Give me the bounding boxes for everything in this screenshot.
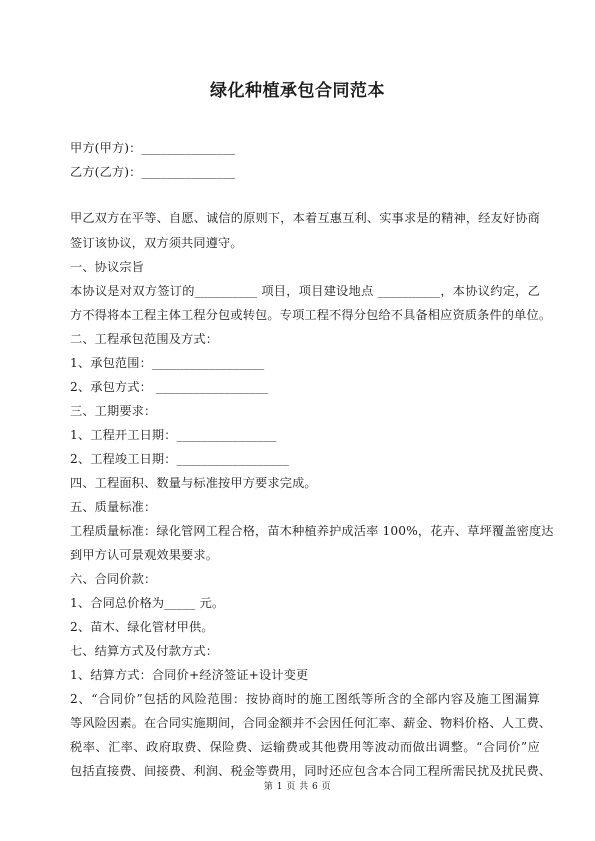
paragraph-line: 甲乙双方在平等、自愿、诚信的原则下，本着互惠互利、实事求是的精神，经友好协商: [70, 211, 540, 225]
paragraph-line: 1、合同总价格为_____ 元。: [70, 596, 225, 610]
section-heading: 一、协议宗旨: [70, 260, 145, 274]
paragraph-line: 到甲方认可景观效果要求。: [70, 548, 219, 562]
paragraph-line: 本协议是对双方签订的__________ 项目，项目建设地点 __________，本协议约定，乙: [70, 284, 540, 298]
section-heading: 五、质量标准：: [70, 500, 157, 514]
party-b-line: 乙方(乙方)：_______________: [70, 165, 236, 179]
paragraph-line: 税率、汇率、政府取费、保险费、运输费或其他费用等波动而做出调整。“合同价”应: [70, 740, 540, 754]
paragraph-line: 等风险因素。在合同实施期间，合同金额并不会因任何汇率、薪金、物料价格、人工费、: [70, 716, 552, 730]
section-heading: 二、工程承包范围及方式：: [70, 332, 219, 346]
paragraph-line: 2、“合同价”包括的风险范围：按协商时的施工图纸等所含的全部内容及施工图漏算: [70, 692, 540, 706]
paragraph-line: 2、承包方式： __________________: [70, 380, 269, 394]
paragraph-line: 方不得将本工程主体工程分包或转包。专项工程不得分包给不具备相应资质条件的单位。: [70, 308, 552, 322]
paragraph-line: 1、工程开工日期：________________: [70, 428, 277, 442]
section-heading: 三、工期要求：: [70, 404, 157, 418]
paragraph-line: 2、工程竣工日期：__________________: [70, 452, 289, 466]
paragraph-line: 签订该协议，双方须共同遵守。: [70, 236, 243, 250]
section-heading: 四、工程面积、数量与标准按甲方要求完成。: [70, 476, 317, 490]
section-heading: 七、结算方式及付款方式：: [70, 644, 219, 658]
paragraph-line: 1、结算方式：合同价+经济签证+设计变更: [70, 668, 309, 682]
section-heading: 六、合同价款：: [70, 572, 157, 586]
paragraph-line: 2、苗木、绿化管材甲供。: [70, 620, 214, 634]
paragraph-line: 包括直接费、间接费、利润、税金等费用，同时还应包含本合同工程所需民扰及扰民费、: [70, 764, 552, 778]
page-number-footer: 第 1 页 共 6 页: [263, 782, 332, 792]
paragraph-line: 1、承包范围：__________________: [70, 356, 265, 370]
paragraph-line: 工程质量标准：绿化管网工程合格，苗木种植养护成活率 100%，花卉、草坪覆盖密度达: [70, 524, 554, 538]
party-a-line: 甲方(甲方)：_______________: [70, 141, 236, 155]
document-title: 绿化种植承包合同范本: [210, 81, 385, 101]
